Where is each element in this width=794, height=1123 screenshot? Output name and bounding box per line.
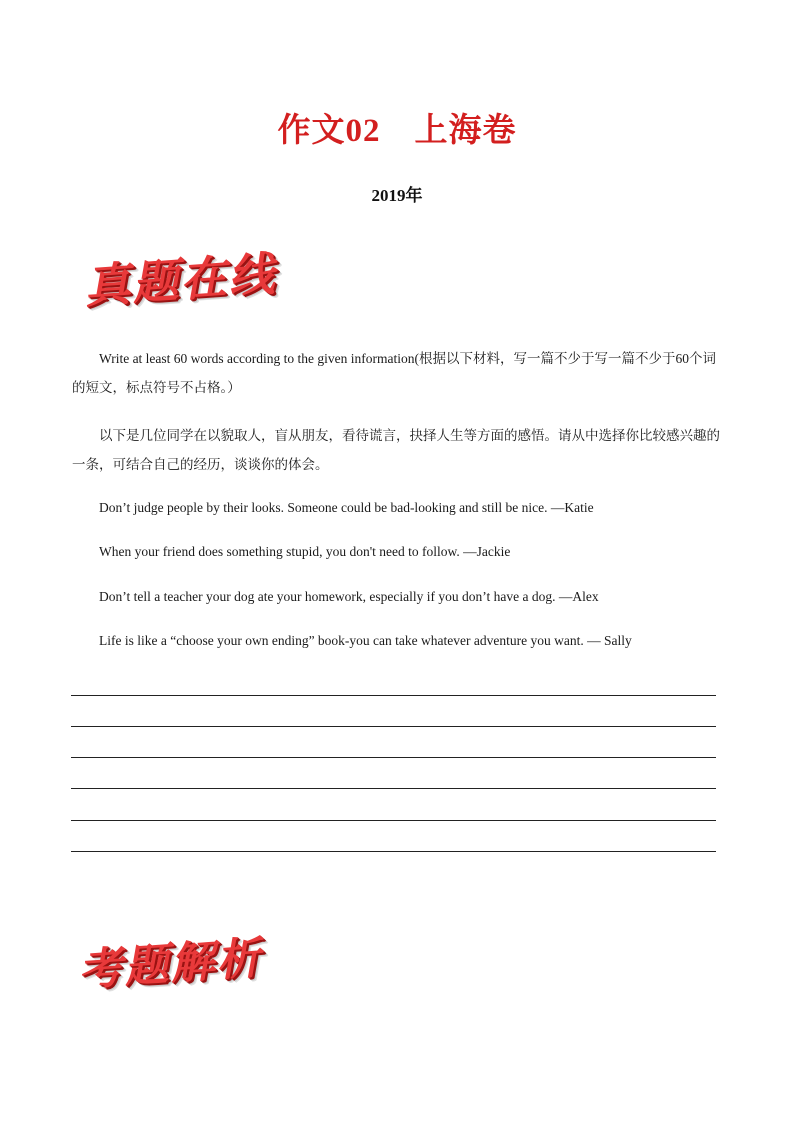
description-paragraph: 以下是几位同学在以貌取人，盲从朋友，看待谎言，抉择人生等方面的感悟。请从中选择你比较感兴趣的一条，可结合自己的经历，谈谈你的体会。: [72, 428, 720, 472]
title-sub: 上海卷: [414, 113, 517, 149]
title-main: 作文02: [277, 113, 381, 149]
banner-analysis: 考题解析: [76, 932, 264, 997]
answer-line: [71, 788, 716, 789]
instruction-paragraph: Write at least 60 words according to the given information(根据以下材料，写一篇不少于写一篇不少于60个词的短文，标点符号不占格。）: [72, 351, 716, 395]
answer-line: [71, 726, 716, 727]
answer-line: [71, 820, 716, 821]
quote-jackie: When your friend does something stupid, you don't need to follow. —Jackie: [99, 544, 511, 559]
quote-sally: Life is like a “choose your own ending” book-you can take whatever adventure you want. — Sally: [99, 633, 632, 648]
year-label: 2019年: [371, 186, 423, 205]
page-title: [0, 104, 794, 151]
quote-katie: Don’t judge people by their looks. Someone could be bad-looking and still be nice. —Katie: [99, 500, 594, 515]
answer-line: [71, 695, 716, 696]
quote-alex: Don’t tell a teacher your dog ate your homework, especially if you don’t have a dog. —Alex: [99, 589, 599, 604]
banner-real-questions: 真题在线: [82, 246, 278, 314]
answer-line: [71, 757, 716, 758]
answer-line: [71, 851, 716, 852]
